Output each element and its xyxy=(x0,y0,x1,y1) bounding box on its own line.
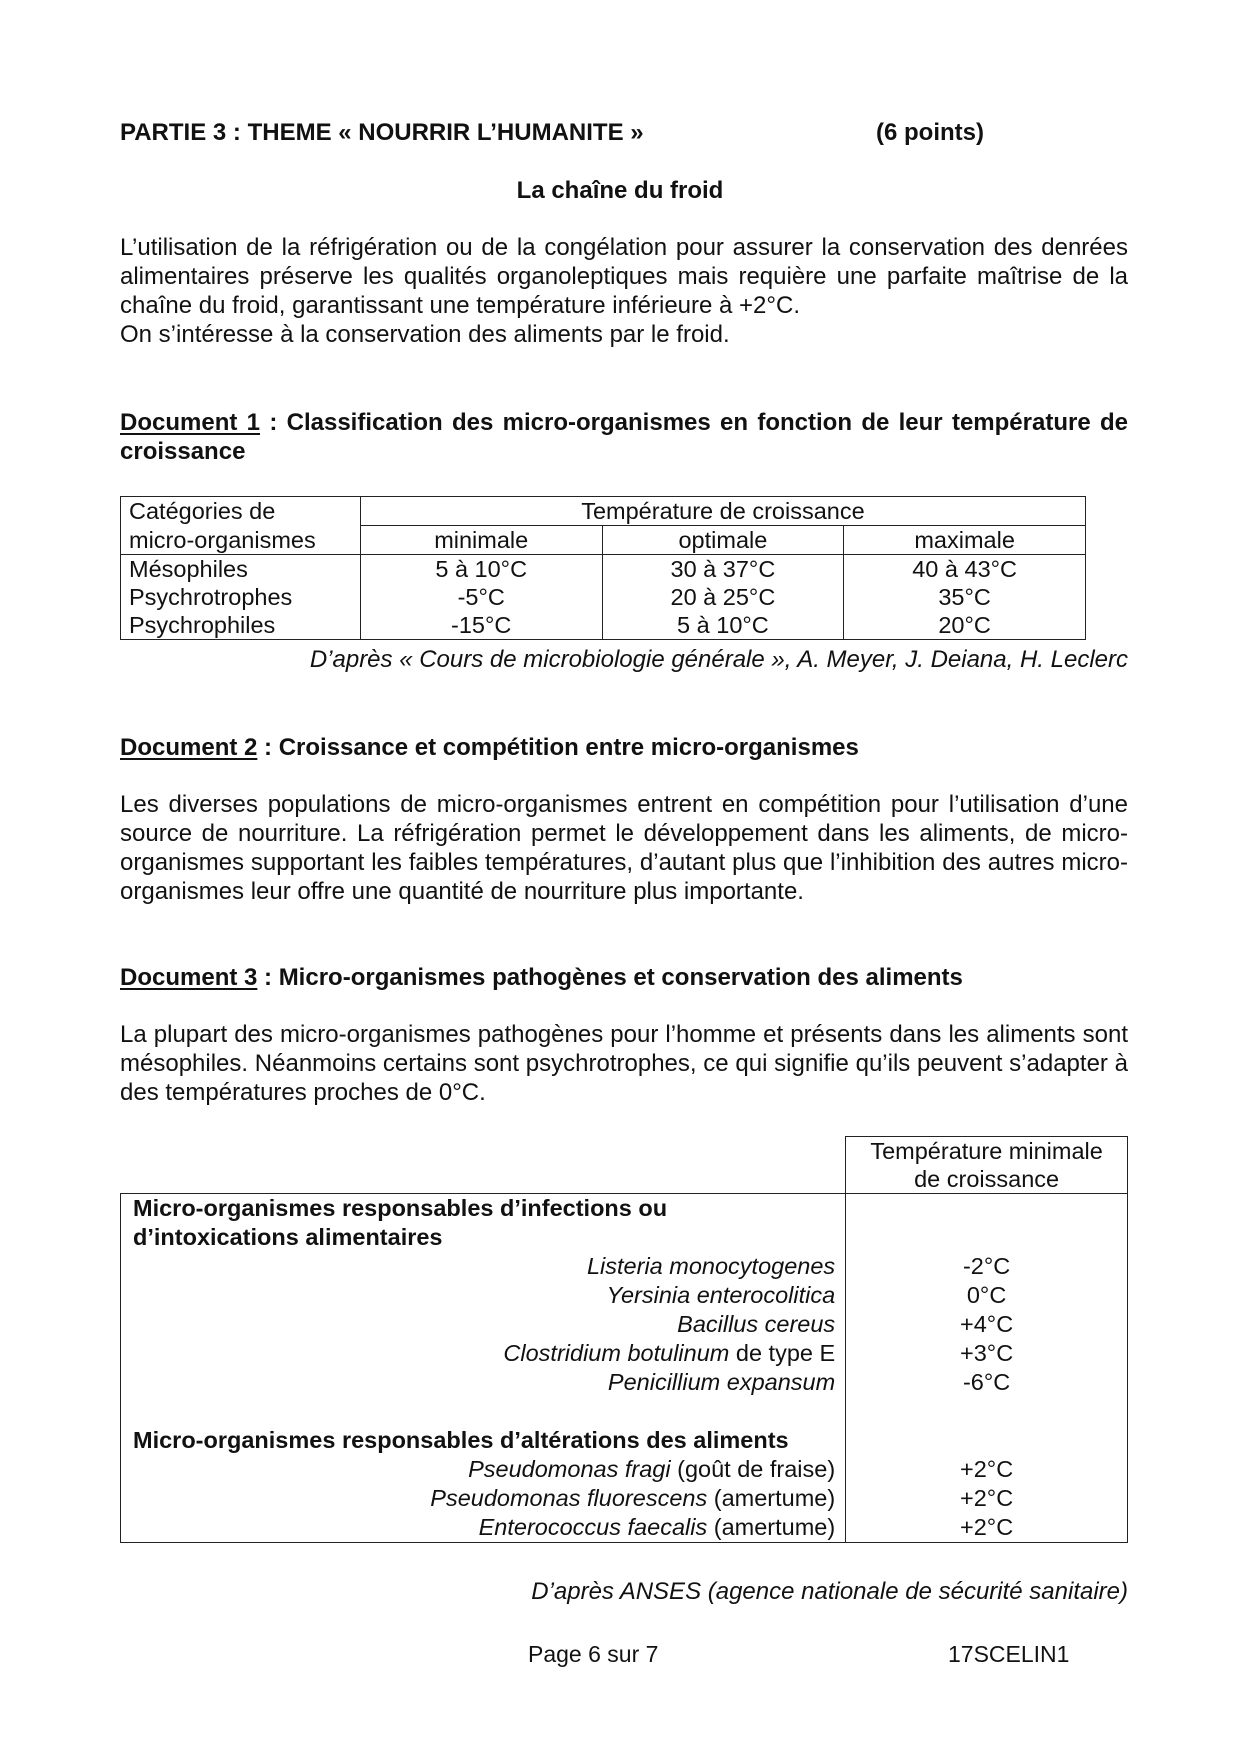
row-max: 20°C xyxy=(844,611,1086,640)
section-title: La chaîne du froid xyxy=(516,177,724,204)
species-name: Penicillium expansum xyxy=(607,1369,836,1395)
doc2-heading xyxy=(120,733,859,762)
temp-value: +3°C xyxy=(960,1340,1014,1366)
intro-paragraph: L’utilisation de la réfrigération ou de la congélation pour assurer la conservation des denrées alimentaires préserve les qualités organoleptiques mais requière une parfaite maîtrise de la chaîne du froid, garantissant une température inférieure à +2°C. xyxy=(120,234,1128,319)
row-min: -5°C xyxy=(360,583,602,611)
species-extra: (amertume) xyxy=(707,1485,836,1511)
group-title: d’intoxications alimentaires xyxy=(133,1224,443,1250)
doc1-heading xyxy=(120,408,1128,466)
doc1-title: : Classification des micro-organismes en fonction de leur température de croissance xyxy=(120,409,1128,465)
doc3-source: D’après ANSES (agence nationale de sécurité sanitaire) xyxy=(531,1578,1128,1605)
row-max: 35°C xyxy=(844,583,1086,611)
temp-value: +2°C xyxy=(960,1514,1014,1540)
list-item xyxy=(133,1368,835,1397)
col-min: minimale xyxy=(360,526,602,555)
group-title: Micro-organismes responsables d’altérations des aliments xyxy=(133,1427,789,1453)
species-extra: (goût de fraise) xyxy=(670,1456,836,1482)
doc3-label: Document 3 xyxy=(120,964,258,991)
doc3-table xyxy=(120,1136,1128,1543)
list-item xyxy=(133,1310,835,1339)
species-name: Yersinia enterocolitica xyxy=(606,1282,836,1308)
temp-value: -2°C xyxy=(962,1253,1011,1279)
temp-value: +4°C xyxy=(960,1311,1014,1337)
row-opt: 30 à 37°C xyxy=(602,555,844,584)
table-row xyxy=(121,583,1086,611)
doc1-label: Document 1 xyxy=(120,409,261,436)
species-name: Clostridium botulinum xyxy=(503,1340,730,1366)
doc2-title: : Croissance et compétition entre micro-organismes xyxy=(257,734,859,761)
doc3-paragraph: La plupart des micro-organismes pathogènes pour l’homme et présents dans les aliments sont mésophiles. Néanmoins certains sont psychrotrophes, ce qui signifie qu’ils peuvent s’adapter à des températures proches de 0°C. xyxy=(120,1021,1128,1106)
table-row xyxy=(121,611,1086,640)
group-title: Micro-organismes responsables d’infections ou xyxy=(133,1195,668,1221)
exam-code: 17SCELIN1 xyxy=(948,1641,1070,1667)
doc2-paragraph: Les diverses populations de micro-organismes entrent en compétition pour l’utilisation d’une source de nourriture. La réfrigération permet le développement dans les aliments, de micro-organismes supportant les faibles températures, d’autant plus que l’inhibition des autres micro-organismes leur offre une quantité de nourriture plus importante. xyxy=(120,791,1128,905)
list-item xyxy=(133,1281,835,1310)
col-max: maximale xyxy=(844,526,1086,555)
cat-header-2: micro-organismes xyxy=(121,526,361,555)
temp-value: +2°C xyxy=(960,1456,1014,1482)
temp-cell xyxy=(846,1194,1128,1543)
row-max: 40 à 43°C xyxy=(844,555,1086,584)
species-extra: (amertume) xyxy=(707,1514,836,1540)
col-header-line: Température minimale xyxy=(870,1138,1103,1164)
species-name: Pseudomonas fragi xyxy=(468,1456,671,1482)
species-name: Listeria monocytogenes xyxy=(586,1253,836,1279)
species-extra: de type E xyxy=(729,1340,836,1366)
list-item xyxy=(133,1252,835,1281)
temp-value: +2°C xyxy=(960,1485,1014,1511)
row-name: Mésophiles xyxy=(121,555,361,584)
temp-value: 0°C xyxy=(966,1282,1007,1308)
cat-header: Catégories de xyxy=(121,497,361,526)
row-name: Psychrotrophes xyxy=(121,583,361,611)
doc3-title: : Micro-organismes pathogènes et conservation des aliments xyxy=(257,964,963,991)
list-item xyxy=(133,1484,835,1513)
doc2-label: Document 2 xyxy=(120,734,258,761)
species-cell xyxy=(121,1194,846,1543)
intro-line: On s’intéresse à la conservation des aliments par le froid. xyxy=(120,321,730,348)
part-title: PARTIE 3 : THEME « NOURRIR L’HUMANITE » xyxy=(120,119,644,146)
species-name: Enterococcus faecalis xyxy=(478,1514,708,1540)
temp-value: -6°C xyxy=(962,1369,1011,1395)
group-header: Température de croissance xyxy=(360,497,1085,526)
spacer xyxy=(854,1397,1119,1426)
row-opt: 20 à 25°C xyxy=(602,583,844,611)
list-item xyxy=(133,1513,835,1542)
table-row xyxy=(121,555,1086,584)
row-name: Psychrophiles xyxy=(121,611,361,640)
doc1-source: D’après « Cours de microbiologie générale », A. Meyer, J. Deiana, H. Leclerc xyxy=(309,646,1128,673)
doc1-table xyxy=(120,496,1086,640)
doc3-heading xyxy=(120,963,963,992)
list-item xyxy=(133,1455,835,1484)
species-name: Pseudomonas fluorescens xyxy=(430,1485,708,1511)
row-min: -15°C xyxy=(360,611,602,640)
spacer xyxy=(133,1397,835,1426)
spacer xyxy=(854,1426,1119,1455)
spacer xyxy=(854,1223,1119,1252)
row-opt: 5 à 10°C xyxy=(602,611,844,640)
spacer xyxy=(854,1194,1119,1223)
points-label: (6 points) xyxy=(876,119,984,146)
empty-cell xyxy=(121,1137,846,1194)
col-header xyxy=(846,1137,1128,1194)
row-min: 5 à 10°C xyxy=(360,555,602,584)
col-opt: optimale xyxy=(602,526,844,555)
col-header-line: de croissance xyxy=(914,1166,1060,1192)
list-item xyxy=(133,1339,835,1368)
species-name: Bacillus cereus xyxy=(677,1311,836,1337)
page-number: Page 6 sur 7 xyxy=(528,1641,659,1667)
